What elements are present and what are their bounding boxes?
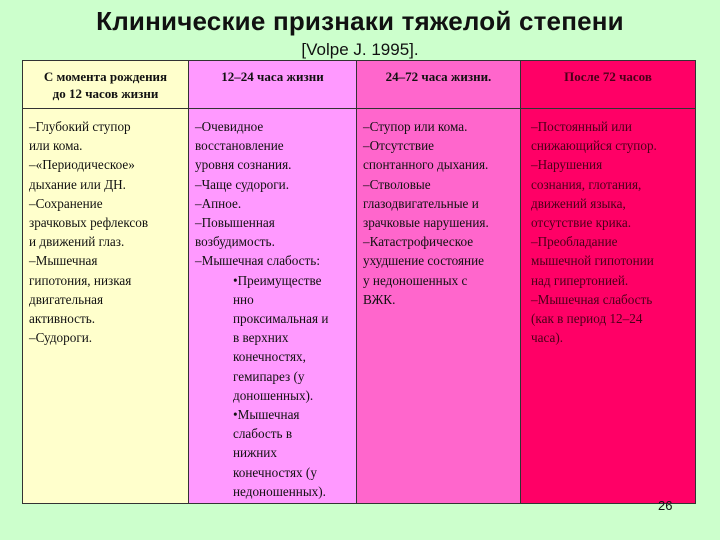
header-line: 12–24 часа жизни	[221, 69, 324, 84]
text-line: возбудимость.	[195, 234, 275, 250]
bullet-line: в верхних	[233, 330, 289, 346]
slide-subtitle: [Volpe J. 1995].	[301, 40, 419, 59]
text-line: отсутствие крика.	[531, 215, 632, 231]
text-line: глазодвигательные и	[363, 195, 479, 211]
text-line: –Судороги.	[29, 330, 93, 346]
slide-title: Клинические признаки тяжелой степени	[96, 6, 624, 36]
text-line: –«Периодическое»	[29, 157, 135, 173]
column-body	[357, 109, 520, 309]
header-line: до 12 часов жизни	[52, 86, 159, 101]
column-birth-to-12h	[23, 61, 189, 503]
text-line: у недоношенных с	[363, 272, 468, 288]
column-body	[189, 109, 356, 501]
text-line: –Постоянный или	[531, 119, 632, 134]
bullet-line: конечностях (у	[233, 464, 317, 480]
text-line: –Сохранение	[29, 195, 103, 211]
text-line: спонтанного дыхания.	[363, 157, 489, 173]
column-header	[189, 61, 356, 109]
column-body	[521, 109, 695, 347]
header-line: После 72 часов	[564, 69, 652, 84]
column-12-24h	[189, 61, 357, 503]
text-line: –Повышенная	[195, 215, 275, 231]
text-line: и движений глаз.	[29, 234, 125, 250]
bullet-line: проксимальная и	[233, 311, 329, 327]
text-line: –Мышечная слабость	[531, 291, 653, 307]
text-line: –Мышечная	[29, 253, 98, 269]
text-line: движений языка,	[531, 195, 626, 211]
header-line: С момента рождения	[43, 69, 168, 84]
column-header	[23, 61, 188, 109]
text-line: –Мышечная слабость:	[195, 253, 320, 269]
text-line: восстановление	[195, 138, 284, 154]
text-line: часа).	[531, 330, 564, 346]
text-line: или кома.	[29, 138, 83, 154]
bullet-line: нно	[233, 291, 254, 307]
text-line: –Стволовые	[363, 176, 431, 192]
bullet-line: конечностях,	[233, 349, 306, 365]
bullet-line: •Преимуществе	[233, 272, 322, 288]
text-line: снижающийся ступор.	[531, 138, 657, 154]
text-line: сознания, глотания,	[531, 176, 642, 192]
text-line: зрачковых рефлексов	[29, 215, 149, 231]
column-header	[521, 61, 695, 109]
text-line: уровня сознания.	[195, 157, 292, 173]
text-line: ухудшение состояние	[363, 253, 485, 269]
text-line: активность.	[29, 311, 96, 327]
text-line: над гипертонией.	[531, 272, 629, 288]
text-line: –Ступор или кома.	[363, 119, 468, 134]
text-line: –Преобладание	[531, 234, 618, 250]
bullet-line: слабость в	[233, 426, 293, 442]
text-line: (как в период 12–24	[531, 311, 643, 327]
bullet-line: доношенных).	[233, 387, 314, 403]
header-line: 24–72 часа жизни.	[385, 69, 492, 84]
text-line: –Чаще судороги.	[195, 176, 290, 192]
text-line: –Очевидное	[195, 119, 264, 134]
text-line: дыхание или ДН.	[29, 176, 126, 192]
text-line: –Отсутствие	[363, 138, 434, 154]
text-line: мышечной гипотонии	[531, 253, 654, 269]
page-number: 26	[658, 498, 673, 513]
bullet-line: нижних	[233, 445, 277, 461]
column-after-72h	[521, 61, 695, 503]
text-line: двигательная	[29, 291, 104, 307]
column-header	[357, 61, 520, 109]
text-line: ВЖК.	[363, 291, 396, 307]
column-24-72h	[357, 61, 521, 503]
text-line: гипотония, низкая	[29, 272, 132, 288]
text-line: –Апное.	[195, 195, 242, 211]
signs-table	[22, 60, 696, 504]
text-line: зрачковые нарушения.	[363, 215, 489, 231]
text-line: –Нарушения	[531, 157, 603, 173]
bullet-line: •Мышечная	[233, 407, 300, 423]
column-body	[23, 109, 188, 347]
text-line: –Глубокий ступор	[29, 119, 131, 134]
bullet-line: гемипарез (у	[233, 368, 305, 384]
text-line: –Катастрофическое	[363, 234, 474, 250]
bullet-line: недоношенных).	[233, 483, 326, 499]
